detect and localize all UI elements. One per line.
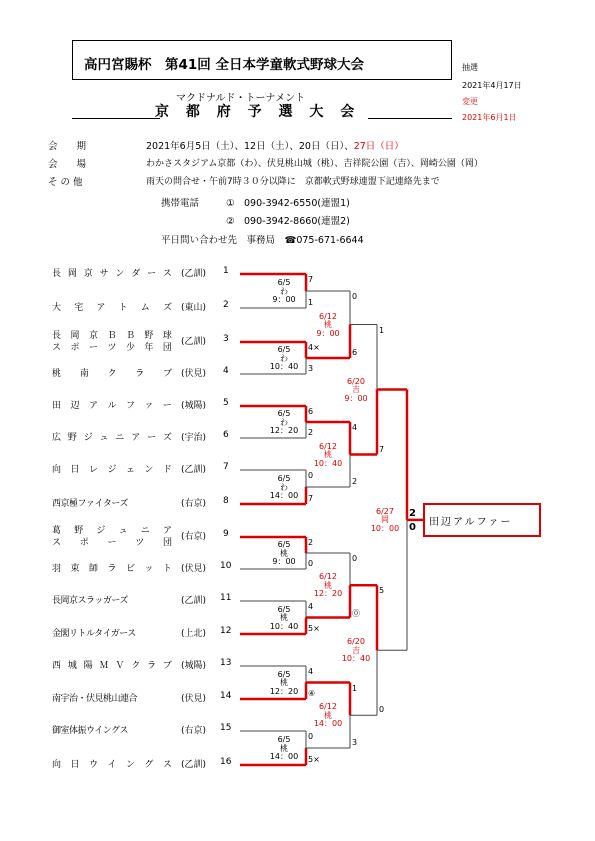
team-name: 西京極ファイターズ <box>52 499 128 509</box>
r1-score-top: 2 <box>308 538 314 547</box>
team-region: (伏見) <box>181 694 207 704</box>
draw-date: 2021年4月17日 <box>462 81 522 90</box>
team-region: (右京) <box>181 532 207 542</box>
team-region: (城陽) <box>181 661 207 671</box>
r1-score-bottom: 3 <box>308 364 314 373</box>
final-match: 6/27 岡 10：00 <box>370 506 400 533</box>
team-name: ス ポ ー ツ 団 <box>52 538 172 548</box>
team-name: 長 岡 京 サ ン ダ ー ス <box>52 269 172 279</box>
team-seed: 11 <box>220 593 232 603</box>
champion-name: 田辺アルファー <box>429 516 513 528</box>
team-seed: 9 <box>223 529 229 539</box>
r1-score-bottom: 0 <box>308 559 314 568</box>
phone-1: ① 090-3942-6550(連盟1) <box>226 198 350 209</box>
team-name: 大 宅 ア ト ム ズ <box>52 303 172 313</box>
subtitle: マクドナルド・トーナメント <box>176 93 306 104</box>
r3-match: 6/20 吉 10：40 <box>341 637 371 664</box>
team-name: 西 城 陽 Ｍ Ｖ ク ラ ブ <box>52 661 172 671</box>
other-label: そ の 他 <box>48 177 83 188</box>
tournament-name: 京 都 府 予 選 大 会 <box>155 104 361 120</box>
team-name: 広 野 ジ ュ ニ ア ー ズ <box>52 433 172 443</box>
team-name: 御室体振ウイングス <box>52 726 128 736</box>
period-label: 会 期 <box>48 141 87 152</box>
r1-score-bottom: 1 <box>308 298 314 307</box>
change-label: 変更 <box>462 97 478 106</box>
r3-score-bottom: 0 <box>379 705 385 715</box>
r3-score-bottom: 7 <box>379 444 385 454</box>
r1-match: 6/5 わ 14：00 <box>269 474 299 500</box>
r2-score-top: 0 <box>352 554 358 563</box>
r1-score-top: 0 <box>308 471 314 480</box>
champion-box <box>423 503 541 537</box>
draw-label: 抽選 <box>462 63 478 72</box>
r3-match: 6/20 吉 9：00 <box>344 376 368 403</box>
team-region: (右京) <box>181 499 207 509</box>
team-region: (乙訓) <box>181 337 207 347</box>
r1-score-bottom: 2 <box>308 428 314 437</box>
r3-score-top: 5 <box>379 586 385 596</box>
r1-score-bottom: 5× <box>308 755 320 764</box>
team-seed: 14 <box>220 691 232 701</box>
team-name: 田 辺 ア ル フ ァ ー <box>52 401 172 411</box>
r2-match: 6/12 桃 14：00 <box>313 702 343 729</box>
r1-score-top: 0 <box>308 732 314 741</box>
r1-score-bottom: 5× <box>308 624 320 633</box>
team-region: (上北) <box>181 629 207 639</box>
team-name: ス ポ ー ツ 少 年 団 <box>52 343 172 353</box>
team-seed: 13 <box>220 658 232 668</box>
r3-score-top: 1 <box>379 325 385 335</box>
other-value: 雨天の問合せ・午前7時３０分以降に 京都軟式野球連盟下記連絡先まで <box>146 177 440 187</box>
team-region: (宇治) <box>181 433 207 443</box>
team-name: 長岡京スラッガーズ <box>52 596 128 606</box>
r2-score-top: 1 <box>352 683 358 693</box>
period-changed: 27日（日） <box>353 141 404 152</box>
final-score-top: 2 <box>409 507 416 519</box>
team-seed: 5 <box>223 398 229 408</box>
team-region: (右京) <box>181 726 207 736</box>
team-seed: 6 <box>223 430 229 440</box>
r2-score-bottom: ⓪ <box>352 608 360 618</box>
team-seed: 10 <box>220 561 232 571</box>
r1-match: 6/5 桃 12：20 <box>269 669 299 696</box>
r2-match: 6/12 桃 12：20 <box>313 572 343 599</box>
r2-score-bottom: 2 <box>352 477 358 486</box>
r1-match: 6/5 桃 10：40 <box>269 604 299 631</box>
r1-match: 6/5 わ 10：40 <box>269 345 299 371</box>
team-name: 南宇治・伏見桃山連合 <box>52 694 138 704</box>
r2-score-top: 0 <box>352 292 358 301</box>
r2-score-top: 4 <box>352 423 358 432</box>
weekday-contact: 平日問い合わせ先 事務局 ☎075-671-6644 <box>161 235 364 246</box>
team-region: (伏見) <box>181 369 207 379</box>
team-name: 向 日 ウ イ ン グ ス <box>52 760 172 770</box>
venue-label: 会 場 <box>48 159 87 170</box>
r1-score-bottom: ④ <box>308 689 316 698</box>
team-region: (伏見) <box>181 564 207 574</box>
period-value: 2021年6月5日（土）、12日（土）、20日（日）、27日（日） <box>146 141 404 152</box>
team-seed: 3 <box>223 334 229 344</box>
r1-score-top: 4 <box>308 602 314 611</box>
r2-score-bottom: 6 <box>352 348 358 357</box>
venue-value: わかさスタジアム京都（わ）、伏見桃山城（桃）、吉祥院公園（吉）、岡崎公園（岡） <box>146 159 483 169</box>
r2-score-bottom: 3 <box>352 738 358 747</box>
team-seed: 2 <box>223 300 229 310</box>
r1-match: 6/5 桃 9：00 <box>272 540 296 566</box>
team-region: (乙訓) <box>181 596 207 606</box>
final-score-bottom: 0 <box>409 521 416 533</box>
team-name: 羽 束 師 ラ ビ ッ ト <box>52 564 172 574</box>
team-region: (乙訓) <box>181 465 207 475</box>
r1-score-bottom: 7 <box>308 494 314 503</box>
change-date: 2021年6月1日 <box>462 113 517 122</box>
team-seed: 4 <box>223 366 229 376</box>
team-seed: 12 <box>220 626 232 636</box>
team-seed: 15 <box>220 723 232 733</box>
team-region: (東山) <box>181 303 207 313</box>
r1-score-top: 4× <box>308 343 320 352</box>
title: 高円宮賜杯 第41回 全日本学童軟式野球大会 <box>84 57 364 73</box>
team-seed: 7 <box>223 462 229 472</box>
team-region: (乙訓) <box>181 269 207 279</box>
r1-match: 6/5 わ 9：00 <box>272 278 296 304</box>
team-region: (乙訓) <box>181 760 207 770</box>
r1-match: 6/5 わ 12：20 <box>269 409 299 435</box>
r2-match: 6/12 桃 9：00 <box>316 311 340 338</box>
team-name: 向 日 レ ジ ェ ン ド <box>52 465 172 475</box>
team-seed: 1 <box>223 266 229 276</box>
r1-score-top: 4 <box>308 667 314 676</box>
r1-score-top: 6 <box>308 407 314 416</box>
r2-match: 6/12 桃 10：40 <box>313 441 343 468</box>
team-name: 桃 南 ク ラ ブ <box>52 369 172 379</box>
team-name: 金閣リトルタイガース <box>52 629 136 639</box>
team-seed: 8 <box>223 496 229 506</box>
team-name: 長 岡 京 Ｂ Ｂ 野 球 <box>52 331 172 341</box>
team-seed: 16 <box>220 757 232 767</box>
r1-score-top: 7 <box>308 275 314 284</box>
mobile-label: 携帯電話 <box>161 198 200 209</box>
phone-2: ② 090-3942-8660(連盟2) <box>226 216 350 227</box>
team-region: (城陽) <box>181 401 207 411</box>
team-name: 葛 野 ジ ュ ニ ア <box>52 526 172 536</box>
r1-match: 6/5 桃 14：00 <box>269 735 299 761</box>
